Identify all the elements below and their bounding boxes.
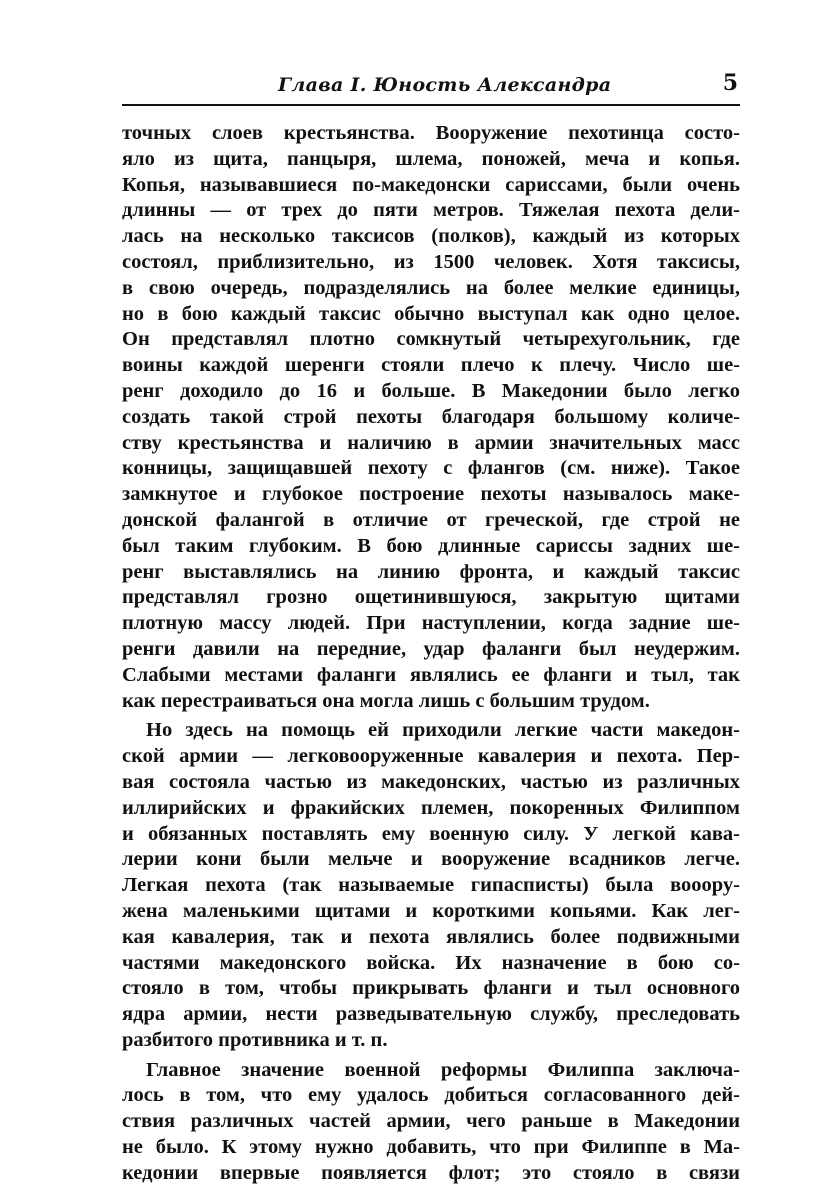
- text-line: стояло в том, чтобы прикрывать фланги и тыл основного: [122, 977, 740, 1000]
- text-line: ству крестьянства и наличию в армии значительных масс: [122, 431, 740, 454]
- text-line: ренг доходило до 16 и больше. В Македонии было легко: [122, 379, 740, 402]
- text-line: ядра армии, нести разведывательную службу, преследовать: [122, 1003, 740, 1026]
- text-line: длинны — от трех до пяти метров. Тяжелая пехота дели-: [122, 199, 740, 222]
- text-line: замкнутое и глубокое построение пехоты называлось маке-: [122, 483, 740, 506]
- text-line: лось в том, что ему удалось добиться согласованного дей-: [122, 1084, 740, 1107]
- text-line: создать такой строй пехоты благодаря большому количе-: [122, 405, 740, 428]
- text-line: кая кавалерия, так и пехота являлись более подвижными: [122, 925, 740, 948]
- text-line: разбитого противника и т. п.: [122, 1028, 388, 1051]
- text-line: точных слоев крестьянства. Вооружение пехотинца состо-: [122, 122, 740, 144]
- text-line: ствия различных частей армии, чего раньше в Македонии: [122, 1110, 740, 1133]
- text-line: представлял грозно ощетинившуюся, закрытую щитами: [122, 586, 740, 609]
- text-line: частями македонского войска. Их назначение в бою со-: [122, 951, 740, 974]
- text-line: и обязанных поставлять ему военную силу. У легкой кава-: [122, 822, 740, 845]
- text-line: в свою очередь, подразделялись на более мелкие единицы,: [122, 276, 740, 299]
- text-line: вая состояла частью из македонских, частью из различных: [122, 770, 740, 793]
- text-line: Главное значение военной реформы Филиппа заключа-: [146, 1058, 740, 1081]
- text-line: воины каждой шеренги стояли плечо к плечу. Число ше-: [122, 354, 740, 377]
- text-line: как перестраиваться она могла лишь с большим трудом.: [122, 689, 650, 712]
- body-text: [122, 121, 740, 1187]
- text-line: Копья, называвшиеся по-македонски сариссами, были очень: [122, 173, 740, 196]
- page-number: 5: [722, 70, 738, 96]
- text-line: конницы, защищавшей пехоту с флангов (см. ниже). Такое: [122, 457, 740, 480]
- text-line: но в бою каждый таксис обычно выступал как одно целое.: [122, 302, 740, 325]
- text-line: Легкая пехота (так называемые гипасписты) была вооору-: [122, 874, 740, 897]
- paragraph: [122, 121, 740, 714]
- text-line: состоял, приблизительно, из 1500 человек. Хотя таксисы,: [122, 250, 740, 273]
- text-line: Слабыми местами фаланги являлись ее фланги и тыл, так: [122, 663, 740, 686]
- text-line: жена маленькими щитами и короткими копьями. Как лег-: [122, 899, 740, 922]
- text-line: лерии кони были мельче и вооружение всадников легче.: [122, 848, 740, 871]
- text-line: кедонии впервые появляется флот; это стояло в связи: [122, 1161, 740, 1184]
- text-line: был таким глубоким. В бою длинные сариссы задних ше-: [122, 534, 740, 557]
- text-line: донской фалангой в отличие от греческой, где строй не: [122, 508, 740, 531]
- running-header: [122, 70, 740, 106]
- paragraph: [122, 1058, 740, 1187]
- paragraph: [122, 718, 740, 1053]
- text-line: ской армии — легковооруженные кавалерия и пехота. Пер-: [122, 745, 740, 768]
- text-line: лась на несколько таксисов (полков), каждый из которых: [122, 225, 740, 248]
- text-line: яло из щита, панцыря, шлема, поножей, меча и копья.: [122, 147, 740, 170]
- text-line: не было. К этому нужно добавить, что при Филиппе в Ма-: [122, 1136, 740, 1159]
- text-line: Он представлял плотно сомкнутый четырехугольник, где: [122, 328, 740, 351]
- chapter-title: Глава I. Юность Александра: [278, 74, 612, 96]
- text-line: Но здесь на помощь ей приходили легкие части македон-: [146, 719, 740, 742]
- text-line: плотную массу людей. При наступлении, когда задние ше-: [122, 612, 740, 635]
- text-line: ренг выставлялись на линию фронта, и каждый таксис: [122, 560, 740, 583]
- text-line: иллирийских и фракийских племен, покоренных Филиппом: [122, 796, 740, 819]
- text-line: ренги давили на передние, удар фаланги был неудержим.: [122, 637, 740, 660]
